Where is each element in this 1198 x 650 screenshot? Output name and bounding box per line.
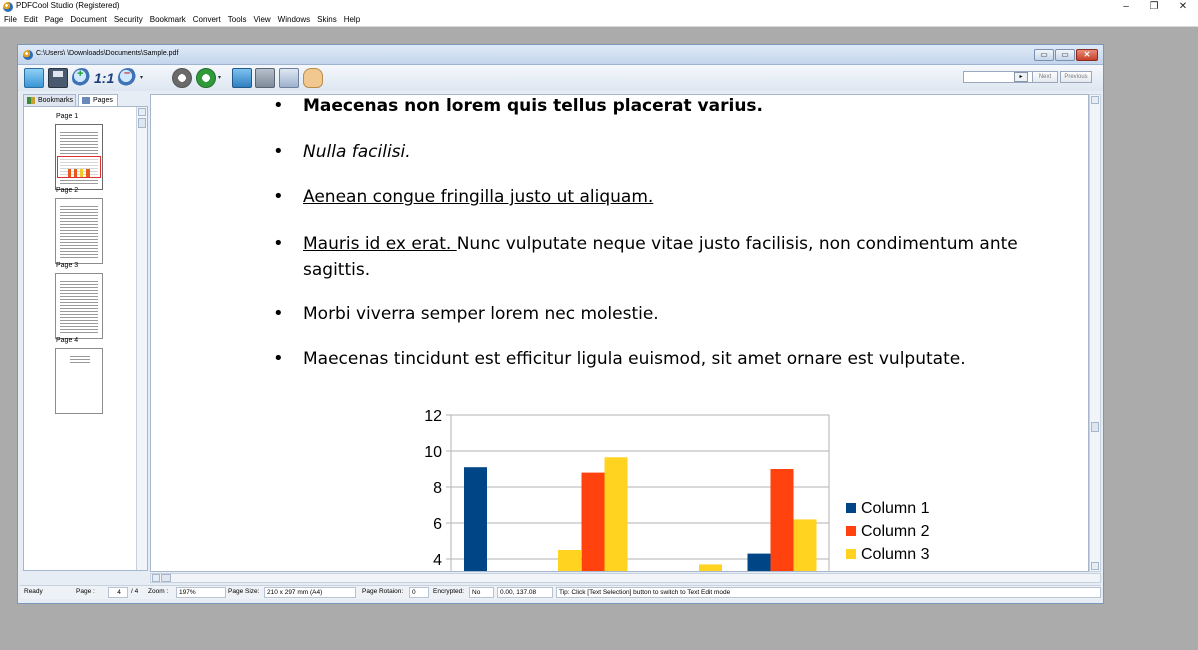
bullet-marker: •	[273, 233, 284, 254]
thumbnail-label: Page 2	[56, 187, 79, 194]
thumbnail-chart	[68, 169, 90, 177]
bookmarks-icon	[27, 97, 35, 104]
menu-edit[interactable]: Edit	[23, 15, 38, 24]
page-dropdown-icon[interactable]: ▾	[218, 75, 222, 81]
bullet-text: Aenean congue fringilla justo ut aliquam.	[303, 187, 654, 207]
hand-icon[interactable]	[303, 68, 323, 88]
bullet-text	[303, 231, 1063, 283]
bullet-text: Maecenas tincidunt est efficitur ligula euismod, sit amet ornare est vulputate.	[303, 349, 966, 369]
zoom-out-icon[interactable]	[118, 68, 138, 88]
actual-size-button[interactable]: 1:1	[94, 70, 115, 86]
app-title: PDFCool Studio (Registered)	[16, 1, 120, 10]
page-thumbnail[interactable]	[55, 348, 103, 414]
bullet-marker: •	[273, 186, 284, 207]
bar-column-2	[771, 469, 794, 572]
open-icon[interactable]	[24, 68, 44, 88]
menu-page[interactable]: Page	[44, 15, 64, 24]
page-down-icon[interactable]	[196, 68, 216, 88]
page-size-label: Page Size:	[228, 588, 260, 595]
tab-bookmarks-label: Bookmarks	[38, 97, 74, 104]
app-logo-icon	[3, 2, 13, 12]
y-tick-label: 4	[433, 552, 442, 569]
panel-tabs	[23, 93, 148, 106]
encrypted-value: No	[469, 587, 494, 598]
page-thumbnails	[23, 106, 148, 571]
legend-swatch	[846, 503, 856, 513]
close-button[interactable]: ✕	[1178, 1, 1188, 12]
y-tick-label: 12	[424, 408, 442, 425]
zoom-dropdown-icon[interactable]: ▾	[140, 75, 144, 81]
y-tick-label: 10	[424, 444, 442, 461]
bar-column-1	[748, 554, 771, 572]
bar-column-1	[464, 467, 487, 572]
tab-bookmarks[interactable]	[23, 94, 76, 106]
document-restore-button[interactable]: ▭	[1055, 49, 1075, 61]
scroll-down-button[interactable]	[1091, 562, 1099, 570]
bullet-marker: •	[273, 303, 284, 324]
page-up-icon[interactable]	[172, 68, 192, 88]
page-content	[151, 95, 1089, 572]
page-view[interactable]	[150, 94, 1089, 572]
bar-column-3	[558, 550, 581, 572]
search-go-button[interactable]: ▸	[1014, 72, 1028, 82]
scroll-left-button[interactable]	[152, 574, 160, 582]
thumbnail-scrollbar[interactable]	[136, 107, 147, 570]
menu-windows[interactable]: Windows	[277, 15, 311, 24]
vertical-scrollbar[interactable]	[1089, 94, 1101, 572]
legend-label: Column 3	[861, 546, 930, 563]
y-tick-label: 8	[433, 480, 442, 497]
bullet-text: Nulla facilisi.	[303, 142, 411, 162]
thumbnail-label: Page 4	[56, 337, 79, 344]
thumbnail-label: Page 3	[56, 262, 79, 269]
bullet-marker: •	[273, 141, 284, 162]
edit-form-icon[interactable]	[255, 68, 275, 88]
bullet-text: Maecenas non lorem quis tellus placerat varius.	[303, 96, 763, 116]
bar-column-3	[699, 564, 722, 572]
page-thumbnail[interactable]	[55, 273, 103, 339]
scroll-thumb[interactable]	[138, 118, 146, 128]
select-text-icon[interactable]	[279, 68, 299, 88]
bar-column-2	[582, 473, 605, 572]
zoom-in-icon[interactable]	[72, 68, 92, 88]
y-tick-label: 6	[433, 516, 442, 533]
bullet-marker: •	[273, 348, 284, 369]
menu-bookmark[interactable]: Bookmark	[149, 15, 186, 24]
zoom-value: 197%	[176, 587, 226, 598]
legend-swatch	[846, 526, 856, 536]
menu-view[interactable]: View	[253, 15, 271, 24]
scroll-up-button[interactable]	[1091, 96, 1099, 104]
tab-pages[interactable]	[78, 94, 118, 106]
bar-chart	[381, 405, 941, 572]
app-title-bar	[0, 0, 1198, 14]
document-logo-icon	[23, 50, 33, 60]
document-title: C:\Users\ \Downloads\Documents\Sample.pdf	[36, 50, 179, 57]
bar-column-3	[605, 457, 628, 572]
thumbnail-text-lines	[60, 280, 98, 334]
bar-column-3	[794, 519, 817, 572]
rotation-label: Page Rotaion:	[362, 588, 404, 595]
rotation-value: 0	[409, 587, 429, 598]
scroll-up-button[interactable]	[138, 108, 146, 116]
zoom-label: Zoom :	[148, 588, 169, 595]
page-thumbnail[interactable]	[55, 124, 103, 190]
page-number-input[interactable]: 4	[108, 587, 128, 598]
cursor-coordinates: 0.00, 137.08	[497, 587, 553, 598]
toolbar	[18, 65, 1103, 91]
maximize-button[interactable]: ❐	[1149, 1, 1159, 12]
horizontal-scrollbar[interactable]	[150, 573, 1101, 583]
legend-swatch	[846, 549, 856, 559]
thumbnail-text-lines	[70, 355, 90, 365]
document-window	[17, 44, 1104, 604]
bullet-plain-text: Nunc vulputate neque vitae justo facilisis, non condimentum ante sagittis.	[303, 234, 1018, 280]
scroll-thumb[interactable]	[161, 574, 171, 582]
thumbnail-panel	[23, 93, 148, 573]
previous-button[interactable]: Previous	[1060, 71, 1092, 83]
bullet-underlined-text: Mauris id ex erat.	[303, 234, 457, 254]
document-close-button[interactable]: ✕	[1076, 49, 1098, 61]
tab-pages-label: Pages	[93, 97, 113, 104]
status-state: Ready	[24, 588, 43, 595]
status-tip: Tip: Click [Text Selection] button to switch to Text Edit mode	[556, 587, 1101, 598]
page-size-value: 210 x 297 mm (A4)	[264, 587, 356, 598]
document-minimize-button[interactable]: ▭	[1034, 49, 1054, 61]
legend-label: Column 2	[861, 523, 930, 540]
menu-help[interactable]: Help	[343, 15, 361, 24]
status-bar	[20, 585, 1101, 599]
minimize-button[interactable]: –	[1123, 1, 1129, 12]
thumbnail-text-lines	[60, 205, 98, 259]
pages-icon	[82, 97, 90, 104]
encrypted-label: Encrypted:	[433, 588, 465, 595]
menu-skins[interactable]: Skins	[317, 15, 337, 24]
save-icon[interactable]	[48, 68, 68, 88]
page-thumbnail[interactable]	[55, 198, 103, 264]
menu-security[interactable]: Security	[113, 15, 143, 24]
scroll-thumb[interactable]	[1091, 422, 1099, 432]
bullet-marker: •	[273, 95, 284, 116]
menu-tools[interactable]: Tools	[227, 15, 247, 24]
menu-bar	[0, 14, 1198, 27]
document-title-bar	[18, 45, 1103, 65]
menu-convert[interactable]: Convert	[192, 15, 221, 24]
thumbnail-label: Page 1	[56, 113, 79, 120]
menu-document[interactable]: Document	[70, 15, 107, 24]
page-total: / 4	[131, 588, 139, 595]
next-button[interactable]: Next	[1032, 71, 1058, 83]
page-label: Page :	[76, 588, 95, 595]
edit-text-icon[interactable]	[232, 68, 252, 88]
legend-label: Column 1	[861, 500, 930, 517]
menu-file[interactable]: File	[4, 15, 17, 24]
bullet-text: Morbi viverra semper lorem nec molestie.	[303, 304, 659, 324]
